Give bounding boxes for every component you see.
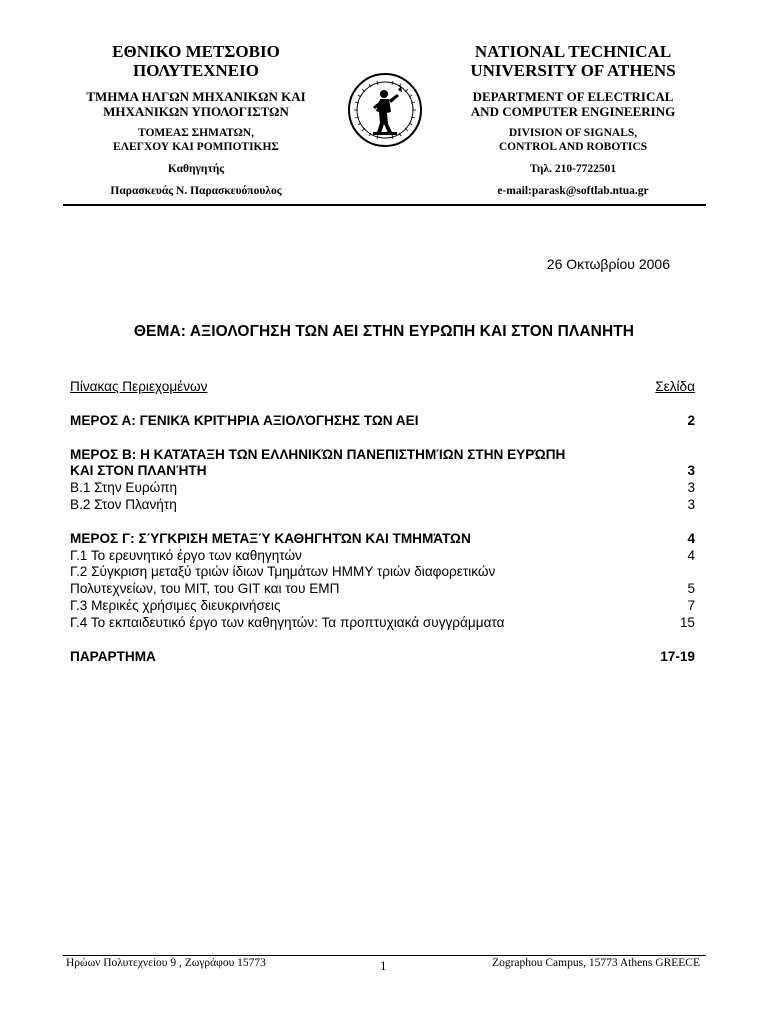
toc-page-number: 3 — [687, 480, 695, 496]
header-divider — [63, 204, 706, 206]
toc-page-number: 5 — [687, 581, 695, 597]
university-name-english: NATIONAL TECHNICAL UNIVERSITY OF ATHENS — [470, 42, 676, 80]
toc-heading: Πίνακας Περιεχομένων — [70, 379, 208, 394]
toc-entry-part-b: ΜΕΡΟΣ Β: Η ΚΑΤΆΤΑΞΗ ΤΩΝ ΕΛΛΗΝΙΚΏΝ ΠΑΝΕΠΙΣΤΗΜΊΩΝ ΣΤΗΝ ΕΥΡΏΠΗ ΚΑΙ ΣΤΟΝ ΠΛΑΝΉΤΗ 3 — [70, 446, 695, 479]
department-name-english: DEPARTMENT OF ELECTRICAL AND COMPUTER ENGINEERING — [470, 89, 676, 119]
toc-page-number: 3 — [687, 463, 695, 479]
page-number: 1 — [380, 958, 387, 973]
letterhead-greek — [61, 42, 331, 198]
toc-page-number: 4 — [687, 530, 695, 546]
author-role: Καθηγητής — [167, 163, 225, 175]
footer-address-english: Zographou Campus, 15773 Athens GREECE — [492, 957, 700, 969]
document-date: 26 Οκτωβρίου 2006 — [546, 256, 670, 272]
toc-page-number: 3 — [687, 496, 695, 512]
footer-address-greek: Ηρώων Πολυτεχνείου 9 , Ζωγράφου 15773 — [66, 957, 266, 969]
phone-number: Τηλ. 210-7722501 — [529, 163, 617, 175]
toc-page-number: 7 — [687, 597, 695, 613]
university-seal-icon — [347, 72, 423, 148]
toc-entry-part-a: ΜΕΡΟΣ Α: ΓΕΝΙΚΆ ΚΡΙΤΉΡΙΑ ΑΞΙΟΛΌΓΗΣΗΣ ΤΩΝ ΑΕΙ 2 — [70, 412, 695, 428]
document-subject: ΘΕΜΑ: ΑΞΙΟΛΟΓΗΣΗ ΤΩΝ ΑΕΙ ΣΤΗΝ ΕΥΡΩΠΗ ΚΑΙ ΣΤΟΝ ΠΛΑΝΗΤΗ — [133, 323, 635, 340]
toc-entry-b2: Β.2 Στον Πλανήτη 3 — [70, 496, 695, 512]
university-name-greek: ΕΘΝΙΚΟ ΜΕΤΣΟΒΙΟ ΠΟΛΥΤΕΧΝΕΙΟ — [112, 42, 280, 80]
division-name-greek: ΤΟΜΕΑΣ ΣΗΜΑΤΩΝ, ΕΛΕΓΧΟΥ ΚΑΙ ΡΟΜΠΟΤΙΚΗΣ — [113, 127, 279, 153]
toc-entry-c3: Γ.3 Μερικές χρήσιμες διευκρινήσεις 7 — [70, 597, 695, 613]
footer-divider — [63, 955, 706, 956]
toc-header — [70, 379, 695, 396]
toc-page-number: 4 — [687, 547, 695, 563]
toc-entry-c2: Γ.2 Σύγκριση μεταξύ τριών ίδιων Τμημάτων ΗΜΜΥ τριών διαφορετικών Πολυτεχνείων, του MIT, του GIT και του ΕΜΠ 5 — [70, 564, 695, 597]
toc-entry-b1: Β.1 Στην Ευρώπη 3 — [70, 480, 695, 496]
toc-page-number: 15 — [679, 614, 695, 630]
email-address: e-mail:parask@softlab.ntua.gr — [497, 185, 649, 197]
division-name-english: DIVISION OF SIGNALS, CONTROL AND ROBOTICS — [498, 127, 648, 153]
toc-page-number: 2 — [687, 412, 695, 428]
toc-page-number: 17-19 — [660, 648, 695, 664]
department-name-greek: ΤΜΗΜΑ ΗΛΓΩΝ ΜΗΧΑΝΙΚΩΝ ΚΑΙ ΜΗΧΑΝΙΚΩΝ ΥΠΟΛΟΓΙΣΤΩΝ — [86, 89, 306, 119]
toc-entry-c1: Γ.1 Το ερευνητικό έργο των καθηγητών 4 — [70, 547, 695, 563]
toc-page-heading: Σελίδα — [655, 379, 695, 394]
table-of-contents — [70, 379, 695, 665]
toc-entry-part-c: ΜΕΡΟΣ Γ: ΣΎΓΚΡΙΣΗ ΜΕΤΑΞΎ ΚΑΘΗΓΗΤΏΝ ΚΑΙ ΤΜΗΜΆΤΩΝ 4 — [70, 530, 695, 546]
toc-entry-c4: Γ.4 Το εκπαιδευτικό έργο των καθηγητών: Τα προπτυχιακά συγγράμματα 15 — [70, 614, 695, 630]
letterhead-english — [438, 42, 708, 198]
author-name: Παρασκευάς Ν. Παρασκευόπουλος — [110, 185, 282, 197]
toc-entry-appendix: ΠΑΡΑΡΤΗΜΑ 17-19 — [70, 648, 695, 664]
